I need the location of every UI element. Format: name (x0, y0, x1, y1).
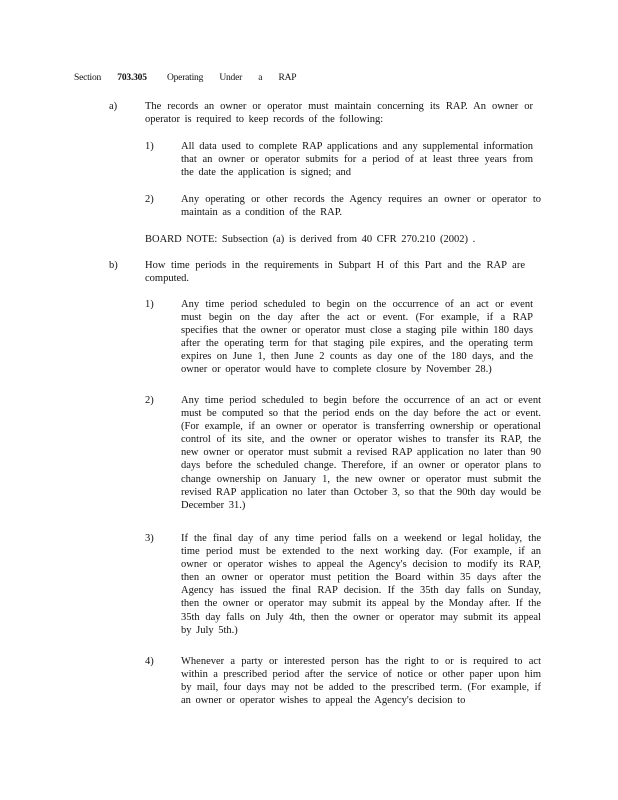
item-text: Any operating or other records the Agency requires an owner or operator to maintain as a condition of the RAP. (181, 194, 541, 219)
section-title-word: Under (219, 73, 243, 83)
item-label: 2) (145, 395, 154, 406)
paragraph-label: a) (109, 101, 118, 112)
section-word: Section (74, 73, 102, 83)
section-title-word: a (258, 73, 263, 83)
section-title-word: Operating (166, 73, 204, 83)
section-heading (74, 73, 310, 83)
board-note: BOARD NOTE: Subsection (a) is derived from 40 CFR 270.210 (2002) . (145, 234, 476, 245)
section-title-word: RAP (278, 73, 297, 83)
item-label: 3) (145, 533, 154, 544)
item-label: 1) (145, 299, 154, 310)
item-text: If the final day of any time period falls on a weekend or legal holiday, the time period must be extended to the next working day. (For example, if an owner or operator wishes to appeal the Agency's decision to modify its RAP, then an owner or operator must petition the Board within 35 days after the Agency has issued the final RAP decision. If the 35th day falls on Sunday, then the owner or operator may submit its appeal by the Monday after. If the 35th day falls on July 4th, then the owner or operator may submit its appeal by July 5th.) (181, 533, 541, 636)
paragraph-text: How time periods in the requirements in Subpart H of this Part and the RAP are computed. (145, 260, 525, 285)
paragraph-label: b) (109, 260, 118, 271)
paragraph-text: The records an owner or operator must maintain concerning its RAP. An owner or operator is required to keep records of the following: (145, 101, 533, 126)
item-text: Whenever a party or interested person has the right to or is required to act within a prescribed period after the service of notice or other paper upon him by mail, four days may not be added to the prescribed term. (For example, if an owner or operator wishes to appeal the Agency's decision to (181, 656, 541, 707)
item-text: Any time period scheduled to begin before the occurrence of an act or event must be computed so that the period ends on the day before the act or event. (For example, if an owner or operator is transferring ownership or operational control of its site, and the owner or operator wishes to transfer its RAP, the new owner or operator must submit a revised RAP application no later than 90 days before the scheduled change. Therefore, if an owner or operator plans to change ownership on January 1, the new owner or operator must submit the revised RAP application no later than October 3, so that the 90th day would be December 31.) (181, 395, 541, 511)
item-text: Any time period scheduled to begin on the occurrence of an act or event must begin on the day after the act or event. (For example, if a RAP specifies that the owner or operator must close a staging pile within 180 days after the operating term for that staging pile expires, and the operating term expires on June 1, then June 2 counts as day one of the 180 days, and the owner or operator would have to complete closure by November 28.) (181, 299, 533, 376)
item-label: 2) (145, 194, 154, 205)
item-label: 4) (145, 656, 154, 667)
section-number: 703.305 (117, 73, 147, 83)
item-label: 1) (145, 141, 154, 152)
item-text: All data used to complete RAP applications and any supplemental information that an owner or operator submits for a period of at least three years from the date the application is signed; and (181, 141, 533, 179)
